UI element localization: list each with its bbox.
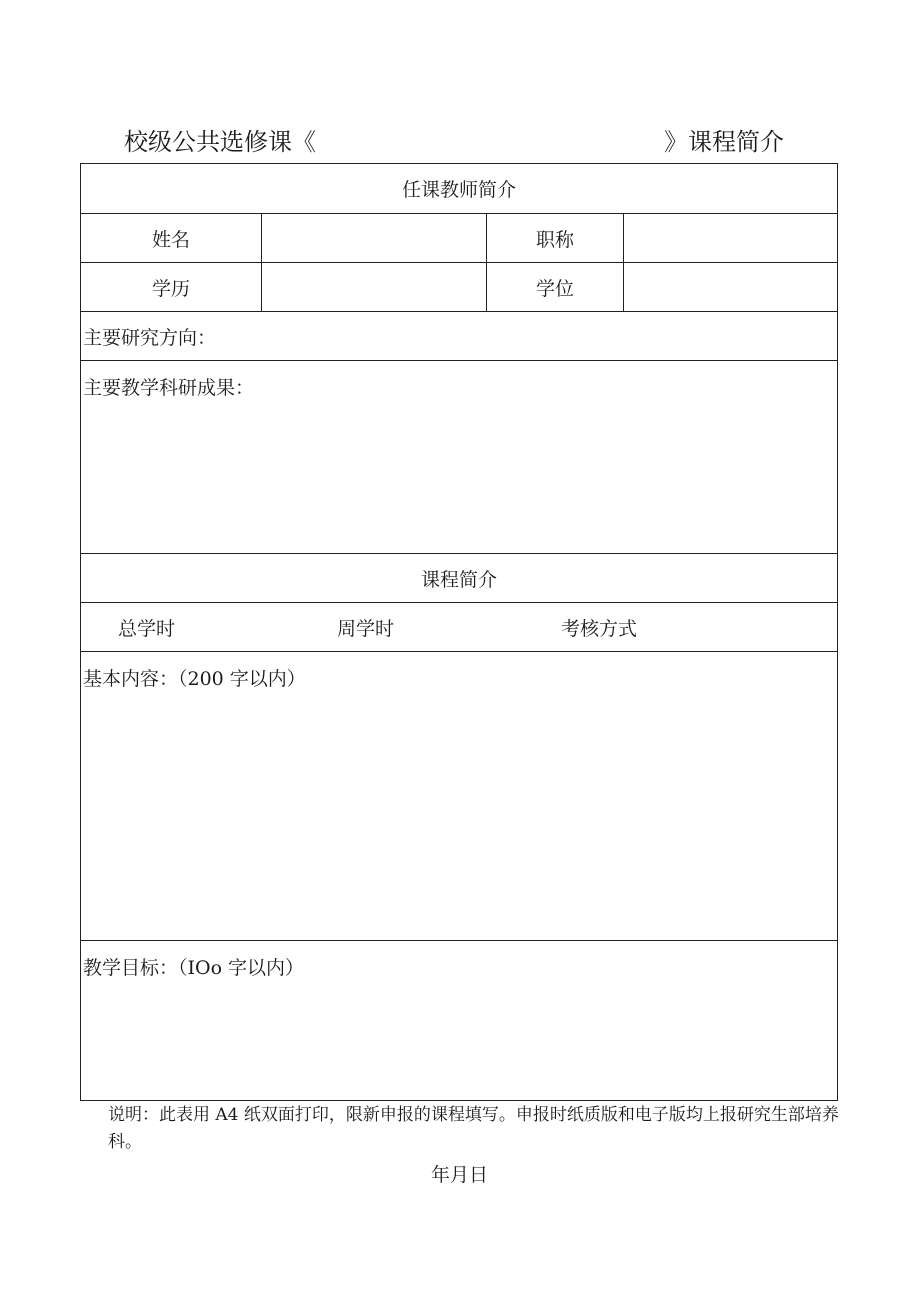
basic-content-row[interactable]: [81, 651, 837, 940]
name-field[interactable]: [261, 214, 486, 262]
research-direction-label: 主要研究方向：: [83, 326, 217, 349]
education-field[interactable]: [261, 263, 486, 311]
teaching-goals-row[interactable]: [81, 940, 837, 1100]
name-title-row: [81, 213, 837, 262]
teacher-section-header-row: [81, 164, 837, 213]
hours-assessment-row[interactable]: [81, 602, 837, 651]
hours-assessment-cell: [81, 603, 837, 651]
weekly-hours-label: 周学时: [337, 617, 395, 640]
course-section-header-row: [81, 553, 837, 602]
teacher-section-heading: 任课教师简介: [401, 179, 516, 201]
achievements-row[interactable]: [81, 360, 837, 553]
page-title-right: 》课程简介: [664, 128, 784, 156]
achievements-label: 主要教学科研成果：: [83, 377, 255, 399]
course-section-heading: 课程简介: [420, 568, 497, 591]
footer-note: 说明：此表用 A4 纸双面打印，限新申报的课程填写。申报时纸质版和电子版均上报研究生部培养科。: [108, 1105, 839, 1152]
education-degree-row: [81, 262, 837, 311]
page-title-left: 校级公共选修课《: [124, 128, 316, 156]
course-intro-form: [80, 163, 838, 1101]
education-label: 学历: [151, 277, 190, 300]
title-label: 职称: [486, 214, 623, 262]
degree-label: 学位: [486, 263, 623, 311]
basic-content-label: 基本内容：（200 字以内）: [83, 668, 306, 690]
assessment-label: 考核方式: [561, 617, 638, 640]
degree-field[interactable]: [623, 263, 837, 311]
title-field[interactable]: [623, 214, 837, 262]
date-line: 年月日: [431, 1164, 489, 1186]
name-label: 姓名: [151, 228, 190, 251]
research-direction-row[interactable]: [81, 311, 837, 360]
total-hours-label: 总学时: [118, 617, 176, 640]
teaching-goals-label: 教学目标：（IOo 字以内）: [83, 957, 305, 979]
